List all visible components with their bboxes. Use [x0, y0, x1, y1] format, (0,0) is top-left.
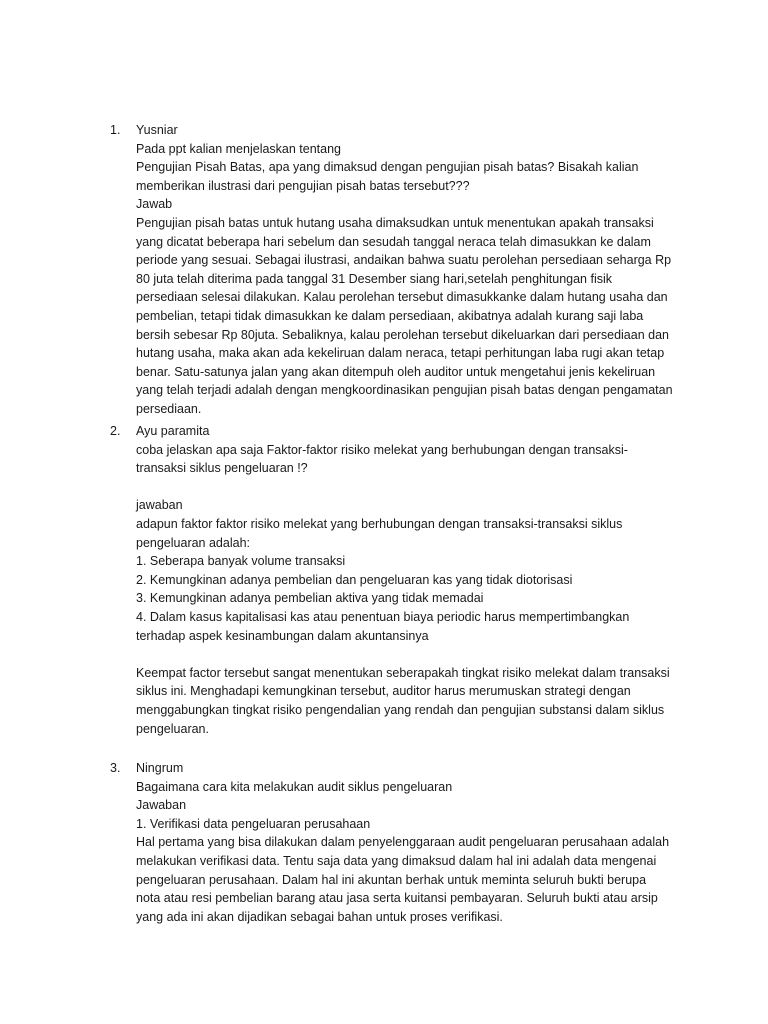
answer-line: persediaan selesai dilakukan. Kalau perolehan tersebut dimasukkanke dalam hutang usaha dan: [136, 290, 668, 305]
answer-line: periode yang sesuai. Sebagai ilustrasi, andaikan bahwa suatu perolehan persediaan seharga Rp: [136, 253, 672, 268]
answer-intro-line: pengeluaran adalah:: [136, 535, 250, 550]
answer-line: Hal pertama yang bisa dilakukan dalam penyelenggaraan audit pengeluaran perusahaan adalah: [136, 835, 670, 850]
question-line: Pada ppt kalian menjelaskan tentang: [136, 141, 342, 156]
factor-line: 4. Dalam kasus kapitalisasi kas atau penentuan biaya periodic harus mempertimbangkan: [136, 609, 630, 624]
asker-name: Yusniar: [136, 123, 178, 137]
conclusion-line: siklus ini. Menghadapi kemungkinan tersebut, auditor harus merumuskan strategi dengan: [136, 684, 631, 699]
answer-line: bersih sebesar Rp 80juta. Sebaliknya, kalau perolehan tersebut dikeluarkan dari persediaan dan: [136, 327, 669, 342]
answer-line: nota atau resi pembelian barang atau jasa serta kuitansi pembayaran. Seluruh bukti atau arsip: [136, 891, 658, 906]
answer-label: jawaban: [136, 498, 183, 513]
question-line: transaksi siklus pengeluaran !?: [136, 461, 308, 476]
item-number: 3.: [110, 761, 121, 775]
factor-line: terhadap aspek kesinambungan dalam akuntansinya: [136, 628, 429, 643]
answer-line: yang telah terjadi adalah dengan mengkoordinasikan pengujian pisah batas dengan pengamatan: [136, 383, 673, 398]
answer-line: 80 juta telah diterima pada tanggal 31 Desember siang hari,setelah penghitungan fisik: [136, 271, 613, 286]
item-body: [136, 121, 684, 419]
item-number: 1.: [110, 123, 121, 137]
answer-intro-line: adapun faktor faktor risiko melekat yang berhubungan dengan transaksi-transaksi siklus: [136, 516, 623, 531]
blank-line: [136, 645, 684, 664]
factor-line: 2. Kemungkinan adanya pembelian dan pengeluaran kas yang tidak diotorisasi: [136, 572, 573, 587]
question-line: memberikan ilustrasi dari pengujian pisah batas tersebut???: [136, 178, 470, 193]
item-number: 2.: [110, 424, 121, 438]
answer-label: Jawab: [136, 197, 173, 212]
factor-line: 3. Kemungkinan adanya pembelian aktiva yang tidak memadai: [136, 591, 484, 606]
answer-line: yang ada ini akan dijadikan sebagai bahan untuk proses verifikasi.: [136, 909, 503, 924]
question-line: Bagaimana cara kita melakukan audit siklus pengeluaran: [136, 779, 453, 794]
question-line: coba jelaskan apa saja Faktor-faktor risiko melekat yang berhubungan dengan transaksi-: [136, 442, 628, 457]
step-title: 1. Verifikasi data pengeluaran perusahaan: [136, 816, 371, 831]
answer-line: yang dicatat beberapa hari sebelum dan sesudah tanggal neraca telah dimasukkan ke dalam: [136, 234, 651, 249]
blank-line: [136, 478, 684, 497]
conclusion-line: menggabungkan tingkat risiko pengendalian yang rendah dan pengujian substansi dalam siklus: [136, 702, 665, 717]
answer-label: Jawaban: [136, 798, 187, 813]
item-body: [136, 422, 684, 738]
conclusion-line: pengeluaran.: [136, 721, 209, 736]
answer-line: hutang usaha, maka akan ada kekeliruan dalam neraca, tetapi perhitungan laba rugi akan tetap: [136, 346, 665, 361]
answer-line: Pengujian pisah batas untuk hutang usaha dimaksudkan untuk menentukan apakah transaksi: [136, 215, 654, 230]
question-line: Pengujian Pisah Batas, apa yang dimaksud dengan pengujian pisah batas? Bisakah kalian: [136, 160, 639, 175]
answer-line: pembelian, tetapi tidak dimasukkan ke dalam persediaan, akibatnya adalah kurang saji laba: [136, 308, 644, 323]
answer-line: benar. Satu-satunya jalan yang akan ditempuh oleh auditor untuk mengetahui jenis kekeliruan: [136, 364, 656, 379]
asker-name: Ayu paramita: [136, 424, 210, 438]
answer-line: persediaan.: [136, 401, 202, 416]
item-body: [136, 759, 684, 926]
factor-line: 1. Seberapa banyak volume transaksi: [136, 554, 346, 569]
asker-name: Ningrum: [136, 761, 184, 775]
answer-line: pengeluaran perusahaan. Dalam hal ini akuntan berhak untuk meminta seluruh bukti berupa: [136, 872, 647, 887]
conclusion-line: Keempat factor tersebut sangat menentukan seberapakah tingkat risiko melekat dalam transaksi: [136, 665, 670, 680]
answer-line: melakukan verifikasi data. Tentu saja data yang dimaksud dalam hal ini adalah data mengenai: [136, 853, 657, 868]
